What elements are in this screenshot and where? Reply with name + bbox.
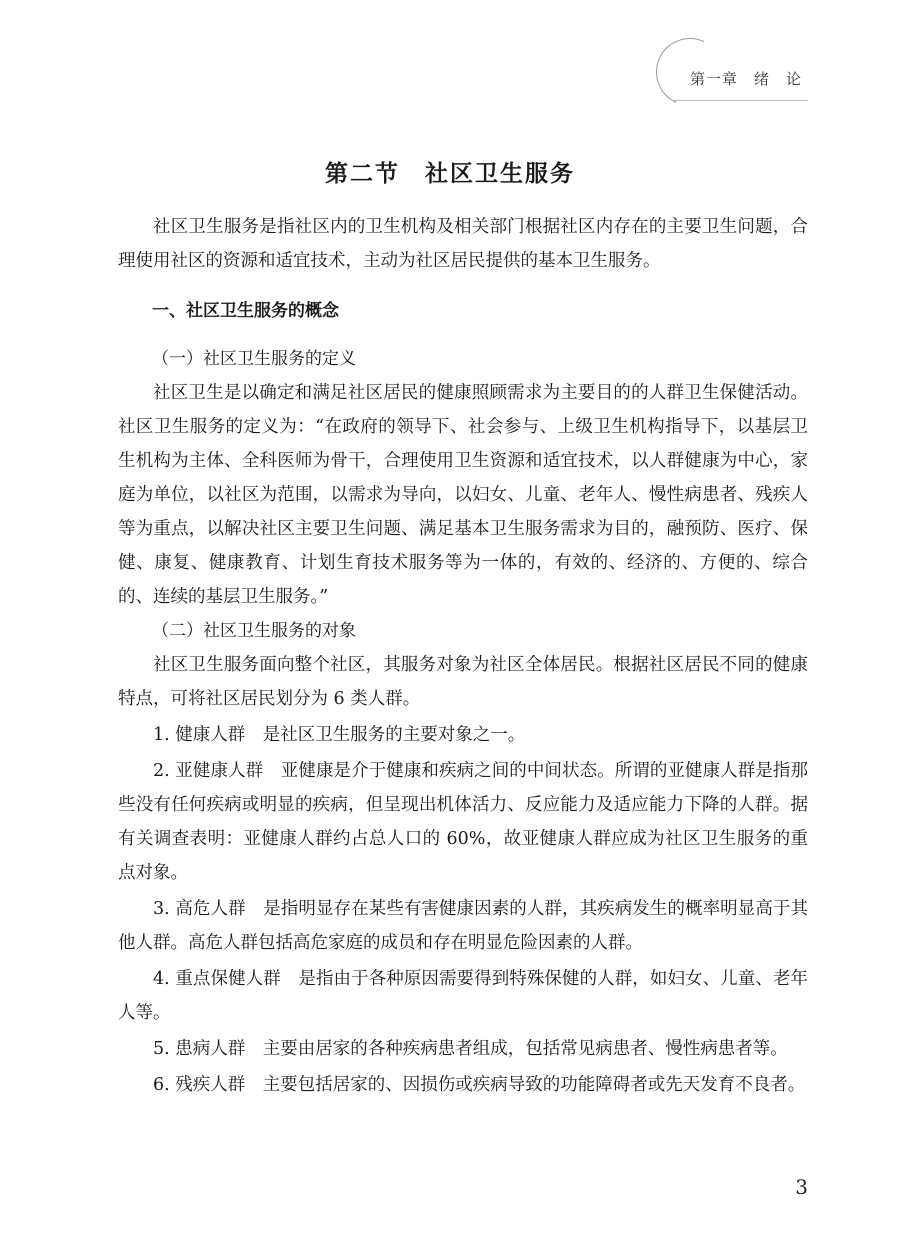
objects-paragraph: 社区卫生服务面向整个社区，其服务对象为社区全体居民。根据社区居民不同的健康特点，可将社区居民划分为 6 类人群。 (118, 655, 808, 709)
list-item: 1. 健康人群 是社区卫生服务的主要对象之一。 (153, 725, 526, 745)
list-item: 5. 患病人群 主要由居家的各种疾病患者组成，包括常见病患者、慢性病患者等。 (153, 1039, 788, 1059)
definition-paragraph: 社区卫生是以确定和满足社区居民的健康照顾需求为主要目的的人群卫生保健活动。社区卫生服务的定义为：“在政府的领导下、社会参与、上级卫生机构指导下，以基层卫生机构为主体、全科医师为骨干，合理使用卫生资源和适宜技术，以人群健康为中心，家庭为单位，以社区为范围，以需求为导向，以妇女、儿童、老年人、慢性病患者、残疾人等为重点，以解决社区主要卫生问题、满足基本卫生服务需求为目的，融预防、医疗、保健、康复、健康教育、计划生育技术服务等为一体的，有效的、经济的、方便的、综合的、连续的基层卫生服务。” (118, 383, 808, 607)
heading-concept: 一、社区卫生服务的概念 (152, 301, 339, 321)
list-item: 2. 亚健康人群 亚健康是介于健康和疾病之间的中间状态。所谓的亚健康人群是指那些没有任何疾病或明显的疾病，但呈现出机体活力、反应能力及适应能力下降的人群。据有关调查表明：亚健康人群约占总人口的 60%，故亚健康人群应成为社区卫生服务的重点对象。 (118, 761, 808, 883)
list-item: 3. 高危人群 是指明显存在某些有害健康因素的人群，其疾病发生的概率明显高于其他人群。高危人群包括高危家庭的成员和存在明显危险因素的人群。 (118, 899, 808, 953)
intro-paragraph: 社区卫生服务是指社区内的卫生机构及相关部门根据社区内存在的主要卫生问题，合理使用社区的资源和适宜技术，主动为社区居民提供的基本卫生服务。 (118, 217, 808, 271)
page-number: 3 (795, 1175, 808, 1199)
section-title: 第二节 社区卫生服务 (325, 160, 575, 187)
subheading-objects: （二）社区卫生服务的对象 (152, 621, 356, 641)
list-item: 6. 残疾人群 主要包括居家的、因损伤或疾病导致的功能障碍者或先天发育不良者。 (153, 1075, 806, 1095)
header-rule (672, 100, 808, 101)
body-text (118, 210, 808, 1102)
running-header-chapter: 第一章 绪 论 (690, 70, 803, 88)
subheading-definition: （一）社区卫生服务的定义 (152, 349, 356, 369)
list-item: 4. 重点保健人群 是指由于各种原因需要得到特殊保健的人群，如妇女、儿童、老年人等。 (118, 969, 808, 1023)
